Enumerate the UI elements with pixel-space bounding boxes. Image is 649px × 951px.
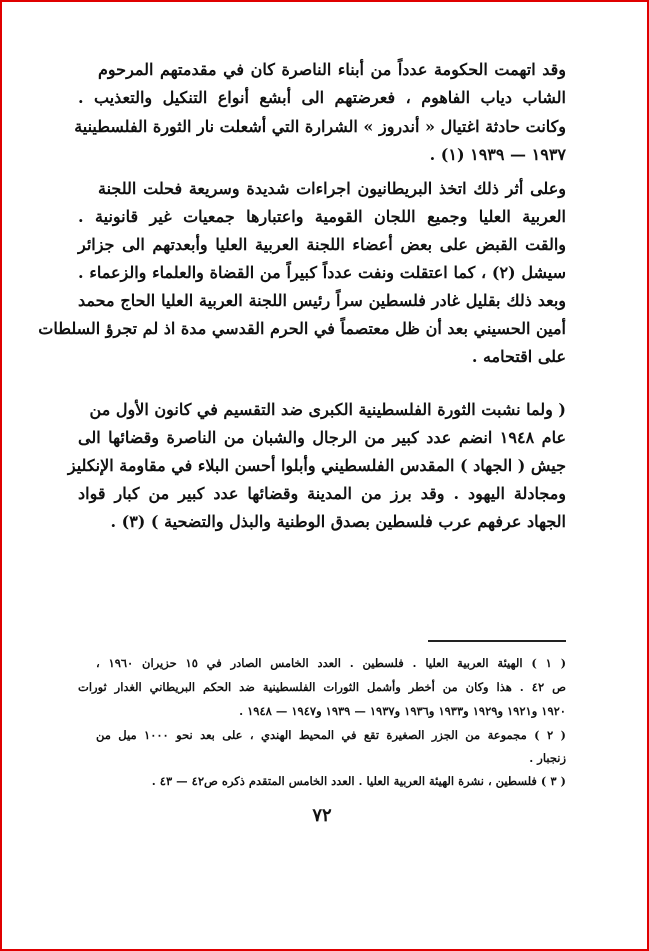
page-number: ٧٢ xyxy=(312,805,332,826)
footnote-line: ( ٢ ) مجموعة من الجزر الصغيرة تقع في المحيط الهندي ، على بعد نحو ١٠٠٠ ميل من xyxy=(96,728,566,742)
body-line: وكانت حادثة اغتيال « أندروز » الشرارة التي أشعلت نار الثورة الفلسطينية xyxy=(74,117,566,136)
body-line: أمين الحسيني بعد أن ظل معتصماً في الحرم القدسي مدة اذ لم تجرؤ السلطات xyxy=(38,319,566,338)
body-line: سيشل (٢) ، كما اعتقلت ونفت عدداً كبيراً من القضاة والعلماء والزعماء . xyxy=(78,263,567,282)
footnote-line: ١٩٢٠ و١٩٢١ و١٩٢٩ و١٩٣٣ و١٩٣٦ و١٩٣٧ — ١٩٣٩ و١٩٤٧ — ١٩٤٨ . xyxy=(239,704,566,718)
body-line: ( ولما نشبت الثورة الفلسطينية الكبرى ضد التقسيم في كانون الأول من xyxy=(89,400,566,419)
body-line: وبعد ذلك بقليل غادر فلسطين سراً رئيس اللجنة العربية العليا الحاج محمد xyxy=(78,291,566,310)
body-line: جيش ( الجهاد ) المقدس الفلسطيني وأبلوا أحسن البلاء في مقاومة الإنكليز xyxy=(67,456,566,475)
body-line: الشاب دياب الفاهوم ، فعرضتهم الى أبشع أنواع التنكيل والتعذيب . xyxy=(78,88,566,107)
footnote-line: ( ٣ ) فلسطين ، نشرة الهيئة العربية العليا . العدد الخامس المتقدم ذكره ص٤٢ — ٤٣ . xyxy=(151,774,566,788)
footnote-line: ص ٤٢ . هذا وكان من أخطر وأشمل الثورات الفلسطينية ضد الحكم البريطاني الغدار ثورات xyxy=(78,680,566,694)
body-line: العربية العليا وجميع اللجان القومية واعتبارها جمعيات غير قانونية . xyxy=(78,207,566,226)
footnote-line: زنجبار . xyxy=(529,751,566,765)
body-line: والقت القبض على بعض أعضاء اللجنة العربية العليا وأبعدتهم الى جزائر xyxy=(78,235,566,254)
footnote-separator xyxy=(428,640,566,642)
body-line: ومجادلة اليهود . وقد برز من المدينة وقضائها عدد كبير من كبار قواد xyxy=(78,484,566,503)
body-line: ١٩٣٧ — ١٩٣٩ (١) . xyxy=(429,145,566,164)
body-line: وعلى أثر ذلك اتخذ البريطانيون اجراءات شديدة وسريعة فحلت اللجنة xyxy=(98,179,566,198)
footnote-line: ( ١ ) الهيئة العربية العليا . فلسطين . العدد الخامس الصادر في ١٥ حزيران ١٩٦٠ ، xyxy=(96,656,567,670)
body-line: الجهاد عرفهم عرب فلسطين بصدق الوطنية والبذل والتضحية ) (٣) . xyxy=(110,512,566,531)
body-line: عام ١٩٤٨ انضم عدد كبير من الرجال والشبان من الناصرة وقضائها الى xyxy=(78,428,566,447)
body-line: وقد اتهمت الحكومة عدداً من أبناء الناصرة كان في مقدمتهم المرحوم xyxy=(98,60,566,79)
body-line: على اقتحامه . xyxy=(471,347,566,366)
